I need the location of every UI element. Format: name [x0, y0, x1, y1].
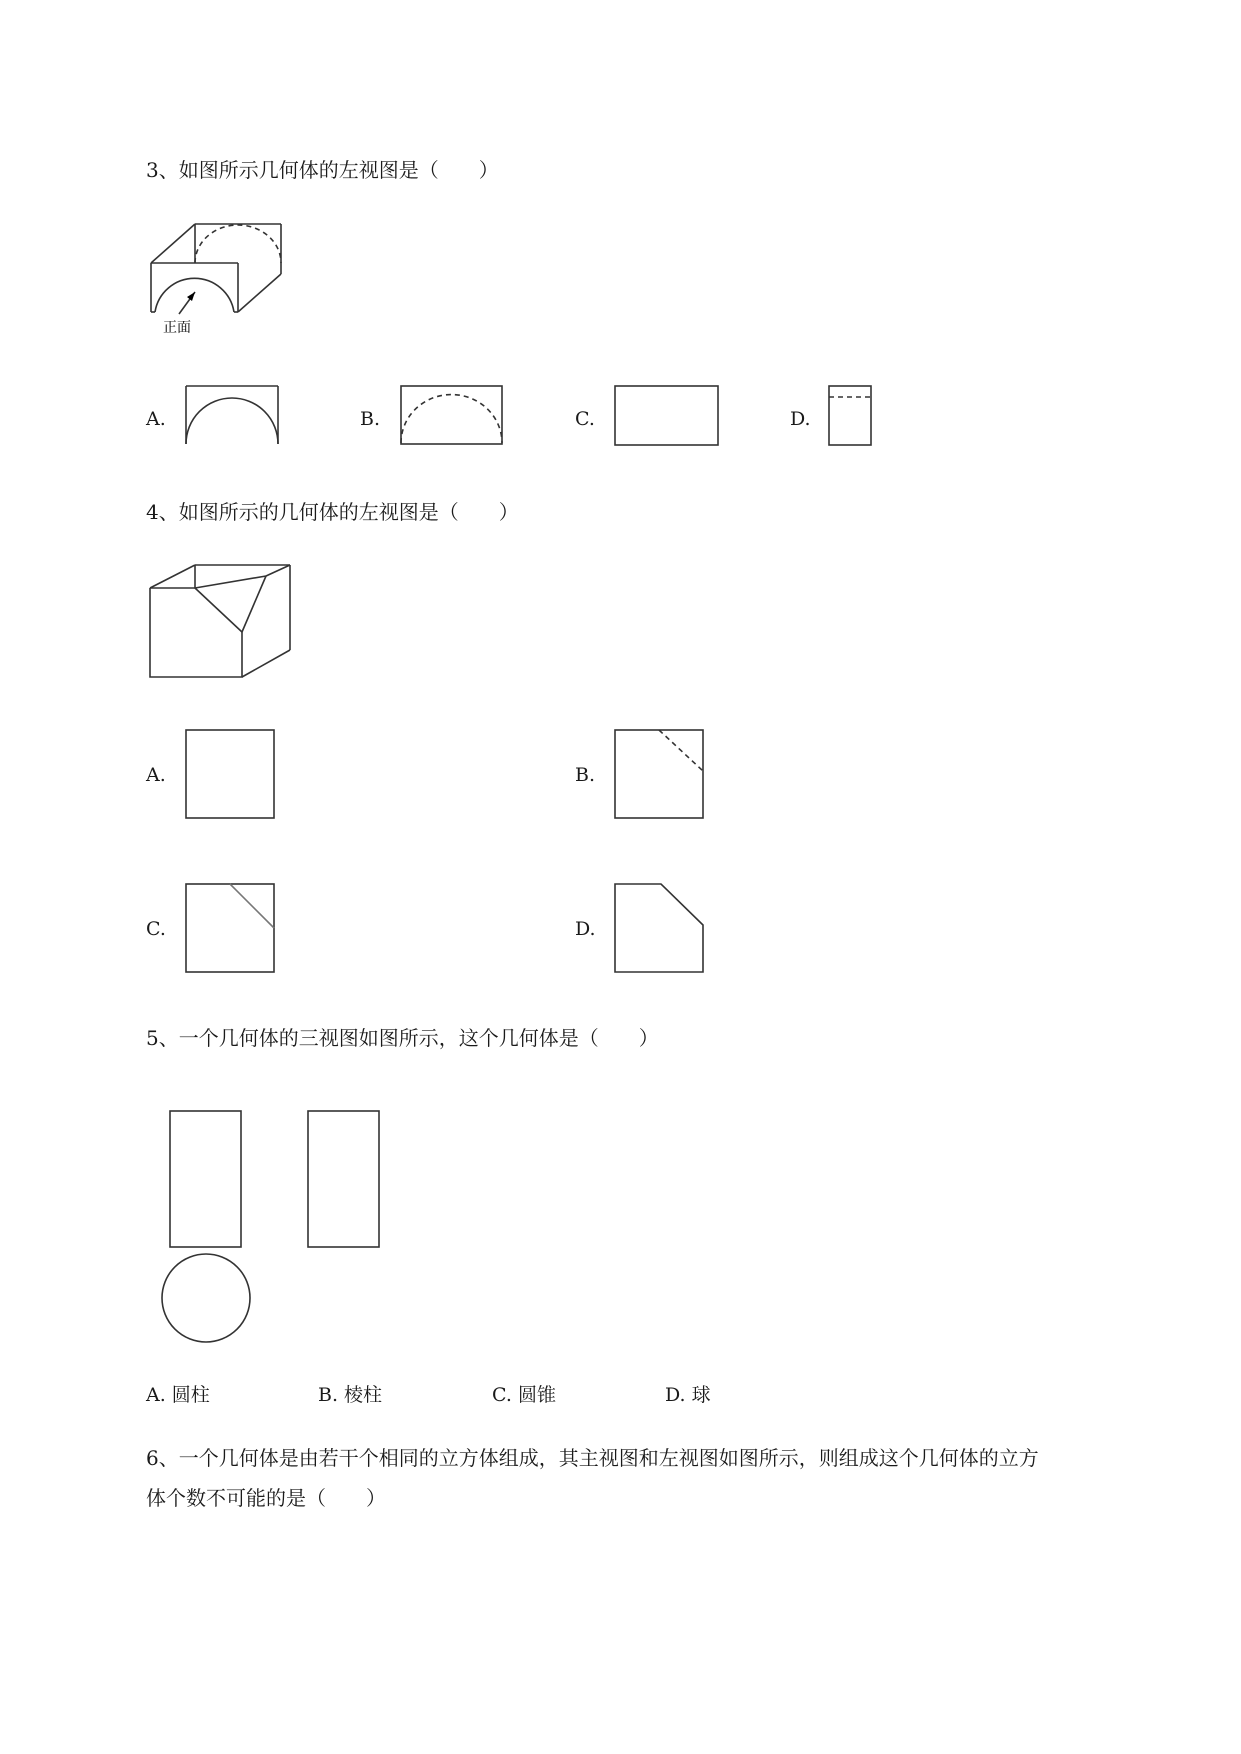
q4-option-a-figure [185, 729, 277, 821]
q5-option-a: A. 圆柱 [146, 1384, 210, 1406]
q5-option-d: D. 球 [665, 1384, 711, 1406]
q3-stem: 3、如图所示几何体的左视图是（ ） [146, 158, 499, 182]
q3-option-c-figure [614, 385, 720, 447]
q5-front-view [169, 1110, 243, 1250]
q5-stem: 5、一个几何体的三视图如图所示，这个几何体是（ ） [146, 1026, 659, 1050]
q4-stem: 4、如图所示的几何体的左视图是（ ） [146, 500, 519, 524]
q4-option-a-label: A. [146, 764, 166, 786]
q3-option-a-figure [185, 385, 280, 447]
q4-option-c-label: C. [146, 918, 166, 940]
front-view-label: 正面 [163, 320, 191, 336]
q3-option-b-figure [400, 385, 504, 447]
q4-solid-figure [150, 562, 292, 680]
q3-option-b-label: B. [360, 408, 381, 430]
q5-top-view [160, 1253, 252, 1345]
q4-option-c-figure [185, 883, 277, 975]
q6-stem-line2: 体个数不可能的是（ ） [146, 1486, 386, 1510]
q3-solid-figure [145, 222, 285, 337]
q6-stem-line1: 6、一个几何体是由若干个相同的立方体组成，其主视图和左视图如图所示，则组成这个几何体的立方 [146, 1446, 1039, 1470]
q3-option-d-figure [828, 385, 874, 447]
q5-option-b: B. 棱柱 [318, 1384, 383, 1406]
q3-option-a-label: A. [146, 408, 166, 430]
q4-option-d-figure [614, 883, 706, 975]
q5-option-c: C. 圆锥 [492, 1384, 556, 1406]
q4-option-b-label: B. [575, 764, 596, 786]
q4-option-d-label: D. [575, 918, 596, 940]
q4-option-b-figure [614, 729, 706, 821]
q5-side-view [307, 1110, 381, 1250]
q3-option-c-label: C. [575, 408, 595, 430]
q3-option-d-label: D. [790, 408, 811, 430]
